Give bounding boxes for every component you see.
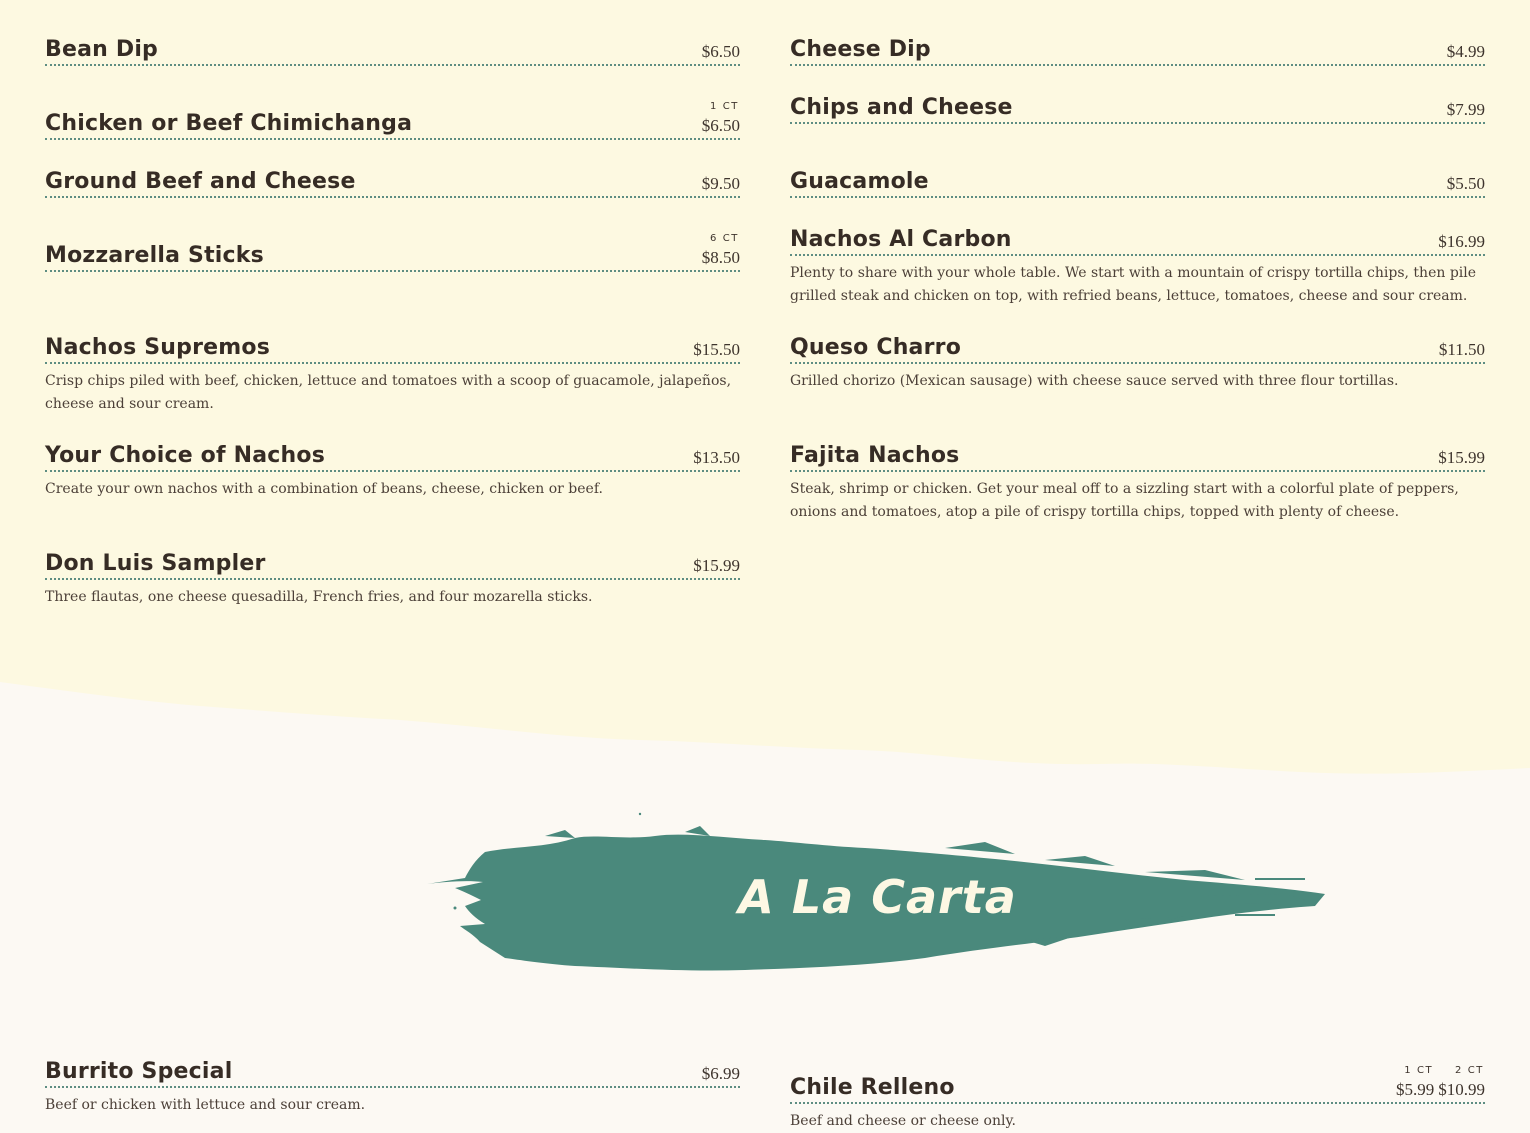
menu-item <box>790 330 1485 393</box>
item-name: Bean Dip <box>45 37 159 62</box>
item-price: $16.99 <box>1438 232 1485 251</box>
item-price: $6.50 <box>701 42 740 61</box>
item-name: Mozzarella Sticks <box>45 243 264 268</box>
menu-item <box>45 233 740 272</box>
item-name: Ground Beef and Cheese <box>45 169 356 194</box>
menu-item <box>45 1054 740 1117</box>
menu-item <box>45 101 740 140</box>
item-description: Create your own nachos with a combination of beans, cheese, chicken or beef. <box>45 481 603 497</box>
item-name: Chips and Cheese <box>790 95 1013 120</box>
section-title: A La Carta <box>738 870 1017 924</box>
item-name: Nachos Supremos <box>45 335 270 360</box>
menu-item <box>45 164 740 198</box>
item-count: 6 CT <box>709 233 739 244</box>
item-price: $15.50 <box>693 340 740 359</box>
item-description: Grilled chorizo (Mexican sausage) with cheese sauce served with three flour tortillas. <box>790 373 1399 389</box>
item-count: 1 CT <box>1404 1065 1434 1076</box>
item-price: $9.50 <box>701 174 740 193</box>
menu-item <box>790 1065 1485 1133</box>
item-price: $8.50 <box>701 248 740 267</box>
menu-item <box>45 438 740 501</box>
item-description: Plenty to share with your whole table. We start with a mountain of crispy tortilla chips, then pile grilled steak and chicken on top, with refried beans, lettuce, tomatoes, cheese and sour cream. <box>790 265 1477 304</box>
menu-item <box>790 90 1485 124</box>
item-name: Your Choice of Nachos <box>45 443 325 468</box>
item-price: $13.50 <box>693 448 740 467</box>
menu-item <box>45 546 740 609</box>
item-name: Cheese Dip <box>790 37 931 62</box>
menu-item <box>790 32 1485 66</box>
item-description: Crisp chips piled with beef, chicken, lettuce and tomatoes with a scoop of guacamole, jalapeños, cheese and sour cream. <box>45 373 732 412</box>
item-price: $6.99 <box>701 1064 740 1083</box>
item-name: Chicken or Beef Chimichanga <box>45 111 413 136</box>
item-name: Burrito Special <box>45 1059 233 1084</box>
item-price: $5.99 <box>1396 1080 1435 1099</box>
item-name: Don Luis Sampler <box>45 551 266 576</box>
item-name: Chile Relleno <box>790 1075 955 1100</box>
item-name: Nachos Al Carbon <box>790 227 1012 252</box>
item-description: Three flautas, one cheese quesadilla, French fries, and four mozarella sticks. <box>45 589 593 605</box>
item-count: 1 CT <box>709 101 739 112</box>
item-name: Queso Charro <box>790 335 962 360</box>
item-count: 2 CT <box>1454 1065 1484 1076</box>
menu-item <box>790 438 1485 523</box>
item-price: $4.99 <box>1446 42 1485 61</box>
item-description: Beef or chicken with lettuce and sour cream. <box>45 1097 366 1113</box>
item-price: $10.99 <box>1438 1080 1485 1099</box>
item-name: Guacamole <box>790 169 929 194</box>
section-banner <box>425 808 1330 978</box>
menu-item <box>790 222 1485 307</box>
item-description: Steak, shrimp or chicken. Get your meal off to a sizzling start with a colorful plate of peppers, onions and tomatoes, atop a pile of crispy tortilla chips, topped with plenty of cheese. <box>790 481 1459 520</box>
item-price: $15.99 <box>693 556 740 575</box>
menu-item <box>45 330 740 415</box>
menu-item <box>790 164 1485 198</box>
menu-item <box>45 32 740 66</box>
item-price: $11.50 <box>1438 340 1485 359</box>
item-price: $7.99 <box>1446 100 1485 119</box>
item-price: $6.50 <box>701 116 740 135</box>
item-name: Fajita Nachos <box>790 443 960 468</box>
item-price: $5.50 <box>1446 174 1485 193</box>
item-description: Beef and cheese or cheese only. <box>790 1113 1016 1129</box>
item-price: $15.99 <box>1438 448 1485 467</box>
